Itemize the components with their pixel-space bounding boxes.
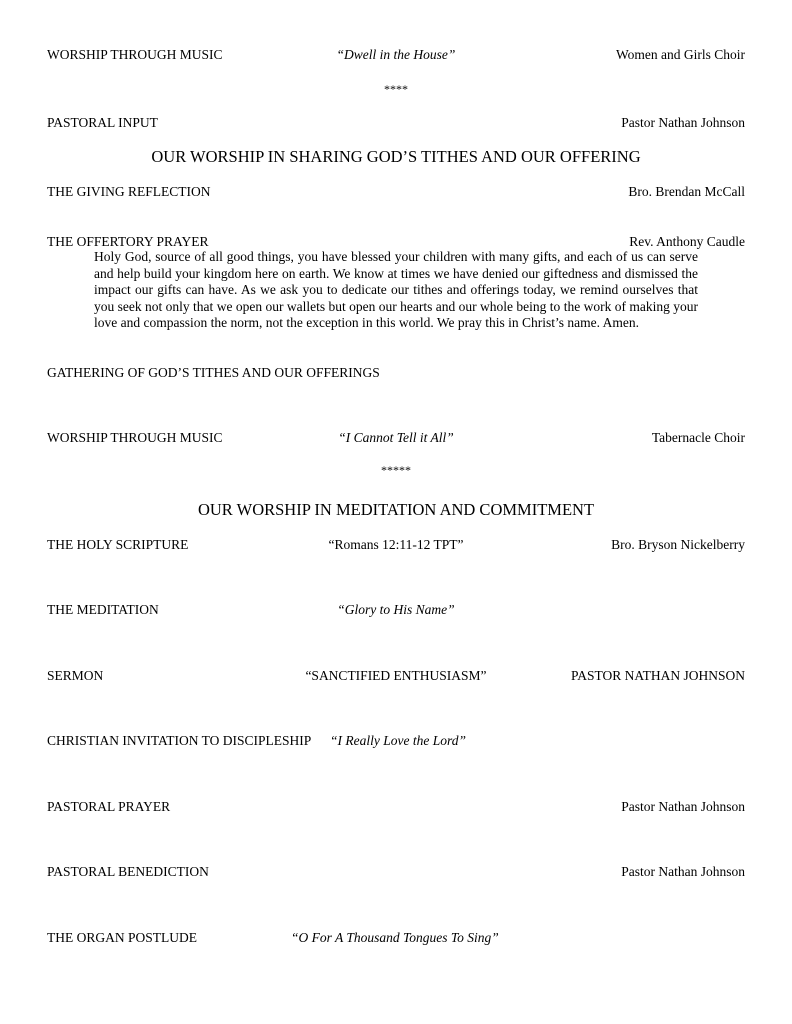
program-row-sermon: [47, 667, 745, 685]
program-row-giving-reflection: [47, 183, 745, 201]
item-person: Women and Girls Choir: [615, 47, 745, 62]
program-row-scripture: [47, 536, 745, 554]
program-row-postlude: [47, 929, 745, 947]
offertory-prayer-text: Holy God, source of all good things, you have blessed your children with many gifts, and each of us can serve and help build your kingdom here on earth. We know at times we have denied our giftedness and dismissed the impact our gifts can have. As we ask you to dedicate our tithes and offerings today, we remind ourselves that you seek not only that we open our wallets but open our hearts and our whole being to the work of making your love and compassion the norm, not the exception in this world. We pray this in Christ’s name. Amen.: [94, 249, 698, 331]
item-person: Rev. Anthony Caudle: [629, 234, 745, 249]
program-row-pastoral-prayer: [47, 798, 745, 816]
item-label: WORSHIP THROUGH MUSIC: [47, 430, 223, 445]
program-row-pastoral-input: [47, 114, 745, 132]
item-label: THE MEDITATION: [47, 602, 159, 617]
separator: ****: [384, 82, 408, 96]
item-person: Pastor Nathan Johnson: [621, 799, 745, 814]
separator: *****: [381, 463, 411, 477]
item-label: THE ORGAN POSTLUDE: [47, 930, 197, 945]
item-person: Pastor Nathan Johnson: [621, 115, 745, 130]
item-person: Bro. Brendan McCall: [628, 184, 745, 199]
item-title: “Dwell in the House”: [336, 47, 456, 62]
item-label: PASTORAL INPUT: [47, 115, 158, 130]
program-row-meditation: [47, 601, 745, 619]
item-label: THE HOLY SCRIPTURE: [47, 537, 189, 552]
section-heading-offering: OUR WORSHIP IN SHARING GOD’S TITHES AND OUR OFFERING: [151, 147, 641, 166]
item-person: PASTOR NATHAN JOHNSON: [570, 668, 745, 683]
item-title: “Romans 12:11-12 TPT”: [328, 537, 464, 552]
program-row-gathering: [47, 364, 745, 382]
item-person: Bro. Bryson Nickelberry: [611, 537, 745, 552]
program-row-music-1: [47, 46, 745, 64]
item-title: “O For A Thousand Tongues To Sing”: [291, 930, 499, 945]
item-label: SERMON: [47, 668, 104, 683]
section-heading-meditation: OUR WORSHIP IN MEDITATION AND COMMITMENT: [197, 500, 595, 519]
item-person: Tabernacle Choir: [651, 430, 745, 445]
item-label: THE OFFERTORY PRAYER: [47, 234, 209, 249]
item-person: Pastor Nathan Johnson: [621, 864, 745, 879]
item-label: PASTORAL BENEDICTION: [47, 864, 209, 879]
item-title: “I Really Love the Lord”: [330, 733, 466, 748]
item-label: CHRISTIAN INVITATION TO DISCIPLESHIP: [47, 733, 312, 748]
program-row-invitation: [47, 732, 745, 750]
item-title: “SANCTIFIED ENTHUSIASM”: [305, 668, 487, 683]
item-label: GATHERING OF GOD’S TITHES AND OUR OFFERINGS: [47, 365, 380, 380]
item-label: THE GIVING REFLECTION: [47, 184, 211, 199]
item-title: “I Cannot Tell it All”: [338, 430, 454, 445]
item-label: PASTORAL PRAYER: [47, 799, 171, 814]
item-title: “Glory to His Name”: [337, 602, 455, 617]
program-row-benediction: [47, 863, 745, 881]
program-row-music-2: [47, 429, 745, 447]
item-label: WORSHIP THROUGH MUSIC: [47, 47, 223, 62]
